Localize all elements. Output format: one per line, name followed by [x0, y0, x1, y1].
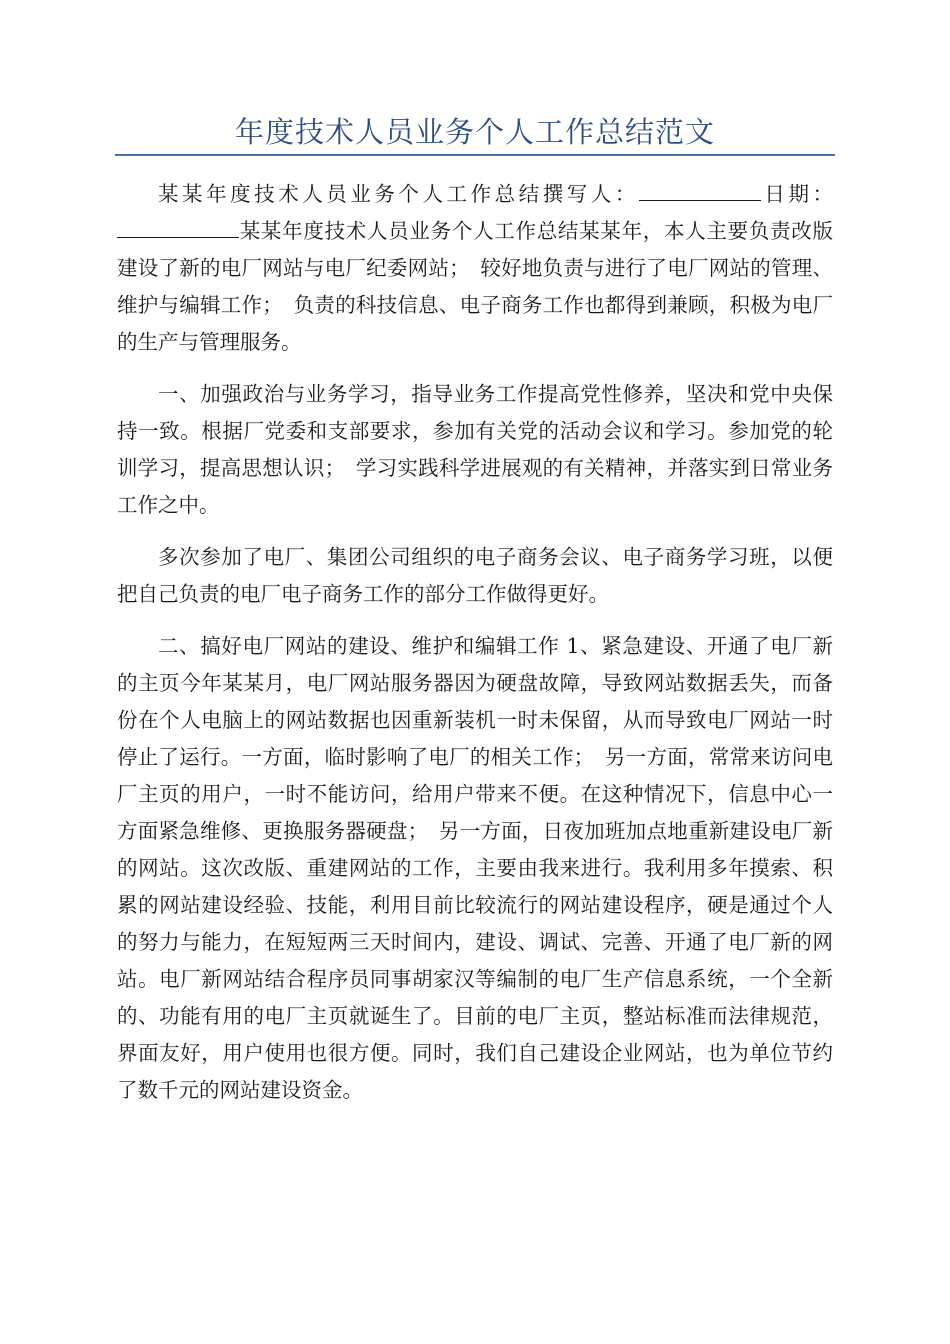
author-label: 某某年度技术人员业务个人工作总结撰写人：	[158, 182, 639, 206]
date-blank	[117, 217, 239, 238]
date-label: 日期：	[760, 182, 834, 206]
title-underline	[115, 154, 835, 156]
document-body	[117, 176, 833, 1124]
author-blank	[639, 180, 761, 201]
paragraph-2: 多次参加了电厂、集团公司组织的电子商务会议、电子商务学习班，以便把自己负责的电厂电子商务工作的部分工作做得更好。	[117, 545, 833, 606]
paragraph-1: 一、加强政治与业务学习，指导业务工作提高党性修养，坚决和党中央保持一致。根据厂党委和支部要求，参加有关党的活动会议和学习。参加党的轮训学习，提高思想认识； 学习实践科学进展观的有关精神，并落实到日常业务工作之中。	[117, 382, 833, 517]
paragraph-3: 二、搞好电厂网站的建设、维护和编辑工作 1、紧急建设、开通了电厂新的主页今年某某月，电厂网站服务器因为硬盘故障，导致网站数据丢失，而备份在个人电脑上的网站数据也因重新装机一时未保留，从而导致电厂网站一时停止了运行。一方面，临时影响了电厂的相关工作； 另一方面，常常来访问电厂主页的用户，一时不能访问，给用户带来不便。在这种情况下，信息中心一方面紧急维修、更换服务器硬盘； 另一方面，日夜加班加点地重新建设电厂新的网站。这次改版、重建网站的工作，主要由我来进行。我利用多年摸索、积累的网站建设经验、技能，利用目前比较流行的网站建设程序，硬是通过个人的努力与能力，在短短两三天时间内，建设、调试、完善、开通了电厂新的网站。电厂新网站结合程序员同事胡家汉等编制的电厂生产信息系统，一个全新的、功能有用的电厂主页就诞生了。目前的电厂主页，整站标准而法律规范，界面友好，用户使用也很方便。同时，我们自己建设企业网站，也为单位节约了数千元的网站建设资金。	[117, 634, 833, 1102]
intro-text: 某某年度技术人员业务个人工作总结某某年，本人主要负责改版建设了新的电厂网站与电厂纪委网站； 较好地负责与进行了电厂网站的管理、维护与编辑工作； 负责的科技信息、电子商务工作也都得到兼顾，积极为电厂的生产与管理服务。	[117, 219, 833, 354]
document-title: 年度技术人员业务个人工作总结范文	[234, 115, 715, 149]
intro-paragraph	[117, 176, 833, 361]
